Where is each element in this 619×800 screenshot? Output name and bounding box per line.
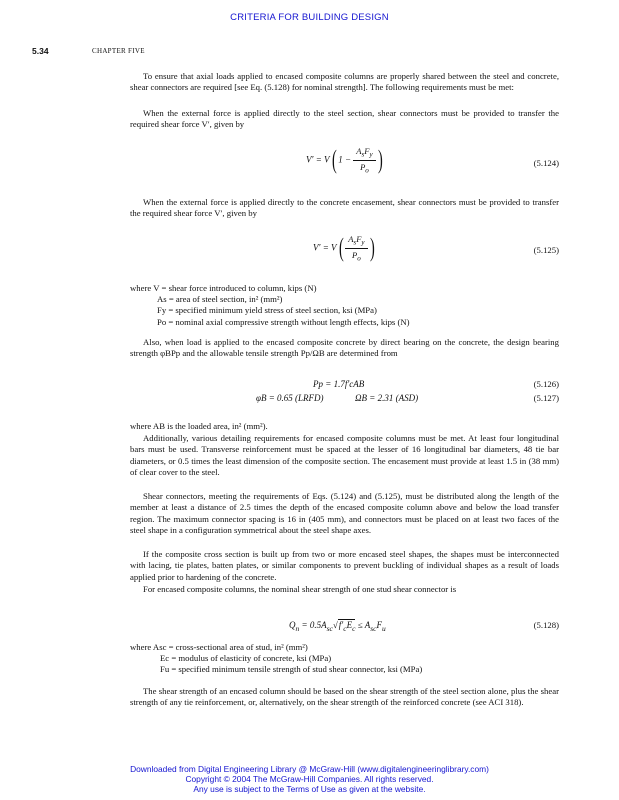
page-number: 5.34 [32,46,49,56]
paragraph-stud-strength-intro: For encased composite columns, the nominal shear strength of one stud shear connector is [143,584,457,594]
definition-steel-area: As = area of steel section, in² (mm²) [157,294,283,305]
footer-copyright: Copyright © 2004 The McGraw-Hill Companies. All rights reserved. [185,774,434,784]
definition-yield-stress: Fy = specified minimum yield stress of steel section, ksi (MPa) [157,305,377,316]
equation-5-124: V′ = V( 1 − $\frac{A_sF_y}{P_o}$ ) [306,145,383,175]
paragraph-steel-section-force: When the external force is applied directly to the steel section, shear connectors must be provided to transfer the required shear force V′, given by [130,108,559,130]
equation-5-125: V′ = V( $\frac{A_sF_y}{P_o}$ ) [313,233,375,263]
download-footer [0,764,619,794]
paragraph-bearing-strength: Also, when load is applied to the encased composite concrete by direct bearing on the concrete, the design bearing strength φBPp and the allowable tensile strength Pp/ΩB are determined from [130,337,559,359]
footer-source-link[interactable]: Downloaded from Digital Engineering Library @ McGraw-Hill (www.digitalengineeringlibrary.com) [130,764,489,774]
running-header-banner: CRITERIA FOR BUILDING DESIGN [230,12,389,23]
paragraph-connector-distribution: Shear connectors, meeting the requirements of Eqs. (5.124) and (5.125), must be distributed along the length of the member at least a distance of 2.5 times the depth of the encased composite column above and below the load transfer region. The maximum connector spacing is 16 in (405 mm), and connectors must be placed on at least two faces of the steel shape in a configuration symmetrical about the steel shape axes. [130,491,559,536]
equation-5-127-lrfd: φB = 0.65 (LRFD) [256,393,324,403]
equation-5-128: $Q_n = 0.5A_{sc}√f'_cE_c \le A_{sc}F_u$ [289,620,386,633]
equation-number-5-128: (5.128) [533,620,559,630]
equation-number-5-127: (5.127) [533,393,559,403]
equation-number-5-124: (5.124) [533,158,559,168]
footer-terms: Any use is subject to the Terms of Use as given at the website. [193,784,426,794]
equation-number-5-125: (5.125) [533,245,559,255]
paragraph-detailing-requirements: Additionally, various detailing requirements for encased composite columns must be met. At least four longitudinal bars must be used. Transverse reinforcement must be spaced at the lesser of 16 longitudinal bar diameters, 48 tie bar diameters, or 0.5 times the least dimension of the composite section. The encasement must provide at least 1.5 in (38 mm) of clear cover to the steel. [130,433,559,478]
chapter-label: CHAPTER FIVE [92,47,145,55]
paragraph-encased-column-shear: The shear strength of an encased column should be based on the shear strength of the steel section alone, plus the shear strength of any tie reinforcement, or, alternatively, on the shear strength of the reinforced concrete (see ACI 318). [130,686,559,708]
definition-concrete-modulus: Ec = modulus of elasticity of concrete, ksi (MPa) [160,653,332,664]
definition-axial-strength: Po = nominal axial compressive strength without length effects, kips (N) [157,316,410,327]
equation-5-126: Pp = 1.7f′cAB [313,379,365,389]
paragraph-shear-connectors-intro: To ensure that axial loads applied to encased composite columns are properly shared between the steel and concrete, shear connectors are required [see Eq. (5.128) for nominal strength]. The following requirements must be met: [130,71,559,93]
definition-tensile-strength: Fu = specified minimum tensile strength of stud shear connector, ksi (MPa) [160,664,423,675]
paragraph-built-up-sections: If the composite cross section is built up from two or more encased steel shapes, the shapes must be interconnected with lacing, tie plates, batten plates, or similar components to prevent buckling of individual shapes as a result of loads applied prior to hardening of the concrete. [130,549,559,582]
definition-shear-force: where V = shear force introduced to column, kips (N) [130,283,317,293]
definitions-list-2 [130,642,422,676]
equation-number-5-126: (5.126) [533,379,559,389]
equation-5-127-asd: ΩB = 2.31 (ASD) [355,393,419,403]
paragraph-loaded-area: where AB is the loaded area, in² (mm²). [130,421,268,431]
paragraph-concrete-encasement-force: When the external force is applied directly to the concrete encasement, shear connectors must be provided to transfer the required shear force V′, given by [130,197,559,219]
definitions-list-1 [130,283,410,328]
definition-stud-area: where Asc = cross-sectional area of stud, in² (mm²) [130,642,308,652]
